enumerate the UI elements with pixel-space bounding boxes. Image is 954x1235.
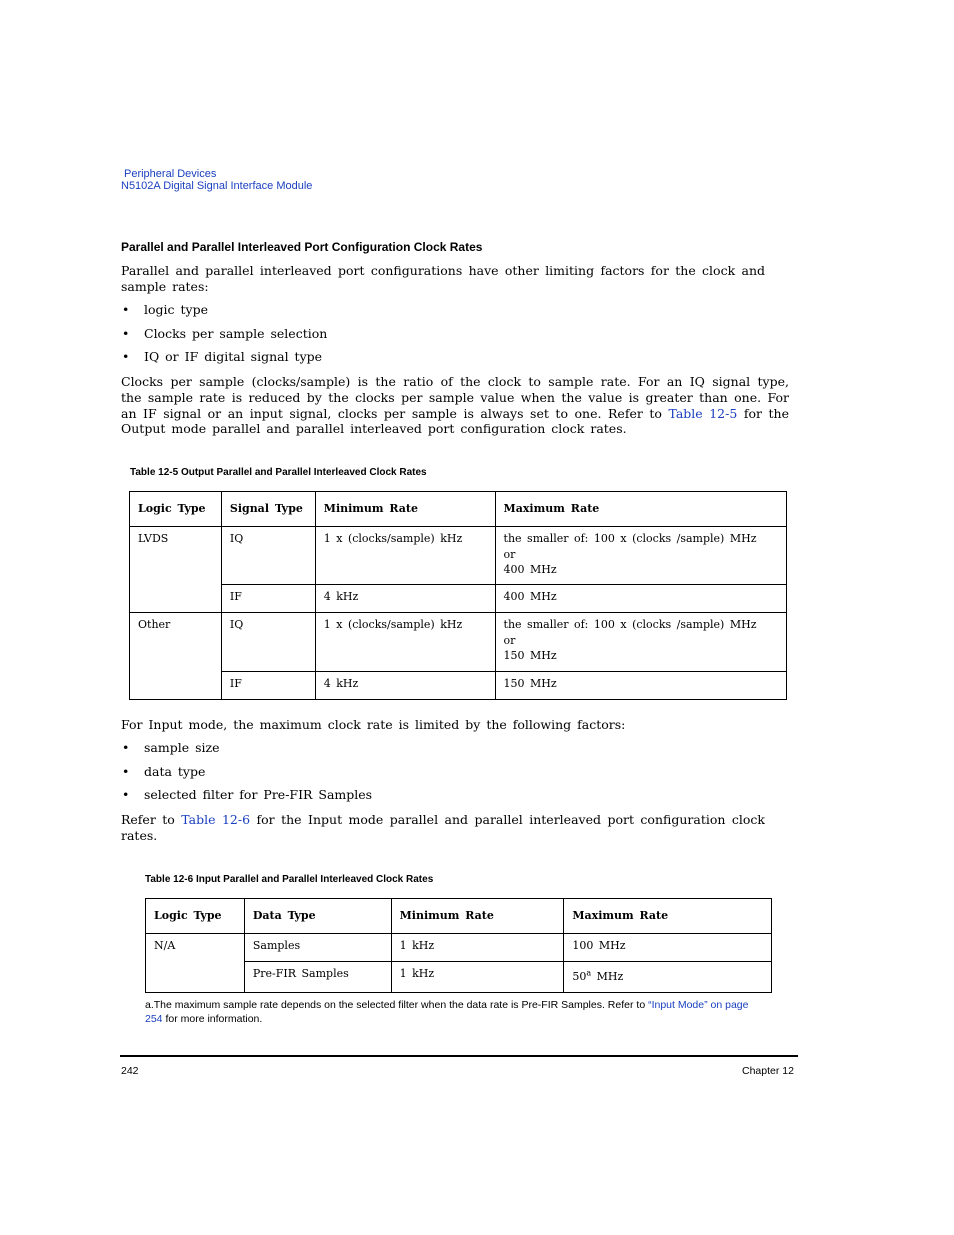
- maximum-rate-cell: 400 MHz: [495, 585, 786, 613]
- bullet-icon: •: [122, 764, 130, 779]
- table-header-row: [130, 492, 787, 527]
- bullet-icon: •: [122, 740, 130, 755]
- minimum-rate-cell: 1 x (clocks/sample) kHz: [315, 527, 495, 585]
- minimum-rate-cell: 4 kHz: [315, 672, 495, 700]
- input-clock-rates-table: [145, 898, 772, 993]
- column-header-logic-type: Logic Type: [146, 899, 245, 934]
- input-mode-paragraph: For Input mode, the maximum clock rate is limited by the following factors:: [121, 717, 626, 732]
- refer-paragraph: Refer to Table 12-6 for the Input mode parallel and parallel interleaved port configuration clock rates.: [121, 812, 765, 843]
- table-12-5-caption: Table 12-5 Output Parallel and Parallel Interleaved Clock Rates: [130, 467, 427, 478]
- logic-type-cell: LVDS: [130, 527, 222, 613]
- table-12-6-caption: Table 12-6 Input Parallel and Parallel Interleaved Clock Rates: [145, 874, 434, 885]
- page-number: 242: [121, 1065, 139, 1077]
- output-clock-rates-table: [129, 491, 787, 700]
- clocks-per-sample-paragraph: Clocks per sample (clocks/sample) is the ratio of the clock to sample rate. For an IQ signal type, the sample rate is reduced by the clocks per sample value when the value is greater than one. For an IF signal or an input signal, clocks per sample is always set to one. Refer to Table 12-5 for the Output mode parallel and parallel interleaved port configuration clock rates.: [121, 374, 789, 437]
- intro-paragraph: Parallel and parallel interleaved port configurations have other limiting factors for the clock and sample rates:: [121, 263, 765, 294]
- maximum-rate-cell: 150 MHz: [495, 672, 786, 700]
- column-header-logic-type: Logic Type: [130, 492, 222, 527]
- table-12-5-link[interactable]: Table 12-5: [668, 405, 738, 421]
- list-item: • logic type: [122, 302, 208, 317]
- header-document-title: N5102A Digital Signal Interface Module: [121, 180, 313, 192]
- minimum-rate-cell: 4 kHz: [315, 585, 495, 613]
- list-item: • Clocks per sample selection: [122, 326, 328, 341]
- header-section-name: Peripheral Devices: [124, 168, 217, 180]
- maximum-rate-cell: 100 MHz: [564, 934, 772, 962]
- column-header-maximum-rate: Maximum Rate: [495, 492, 786, 527]
- minimum-rate-cell: 1 kHz: [391, 934, 564, 962]
- input-mode-link[interactable]: “Input Mode” on page 254: [145, 999, 749, 1025]
- list-item: • sample size: [122, 740, 220, 755]
- maximum-rate-cell: the smaller of: 100 x (clocks /sample) MHz or 150 MHz: [495, 613, 786, 672]
- table-row: [146, 934, 772, 962]
- table-row: [130, 613, 787, 672]
- signal-type-cell: IQ: [221, 613, 315, 672]
- minimum-rate-cell: 1 x (clocks/sample) kHz: [315, 613, 495, 672]
- table-footnote: a.The maximum sample rate depends on the selected filter when the data rate is Pre-FIR Samples. Refer to “Input Mode” on page 254 for more information.: [145, 999, 749, 1025]
- footer-rule: [120, 1055, 798, 1057]
- footnote-marker: a: [586, 968, 592, 978]
- bullet-icon: •: [122, 326, 130, 341]
- data-type-cell: Pre-FIR Samples: [244, 962, 391, 993]
- signal-type-cell: IQ: [221, 527, 315, 585]
- table-row: [130, 585, 787, 613]
- data-type-cell: Samples: [244, 934, 391, 962]
- table-header-row: [146, 899, 772, 934]
- logic-type-cell: Other: [130, 613, 222, 700]
- maximum-rate-cell: 50$^a$ MHz: [564, 962, 772, 993]
- minimum-rate-cell: 1 kHz: [391, 962, 564, 993]
- table-row: [130, 527, 787, 585]
- column-header-minimum-rate: Minimum Rate: [391, 899, 564, 934]
- column-header-signal-type: Signal Type: [221, 492, 315, 527]
- bullet-icon: •: [122, 349, 130, 364]
- section-title: Parallel and Parallel Interleaved Port Configuration Clock Rates: [121, 240, 483, 254]
- column-header-data-type: Data Type: [244, 899, 391, 934]
- bullet-icon: •: [122, 787, 130, 802]
- chapter-label: Chapter 12: [742, 1065, 794, 1077]
- signal-type-cell: IF: [221, 672, 315, 700]
- list-item: • selected filter for Pre-FIR Samples: [122, 787, 373, 802]
- table-12-6-link[interactable]: Table 12-6: [181, 812, 251, 827]
- list-item: • IQ or IF digital signal type: [122, 349, 323, 364]
- list-item: • data type: [122, 764, 206, 779]
- bullet-icon: •: [122, 302, 130, 317]
- signal-type-cell: IF: [221, 585, 315, 613]
- logic-type-cell: N/A: [146, 934, 245, 993]
- column-header-minimum-rate: Minimum Rate: [315, 492, 495, 527]
- column-header-maximum-rate: Maximum Rate: [564, 899, 772, 934]
- maximum-rate-cell: the smaller of: 100 x (clocks /sample) MHz or 400 MHz: [495, 527, 786, 585]
- table-row: [130, 672, 787, 700]
